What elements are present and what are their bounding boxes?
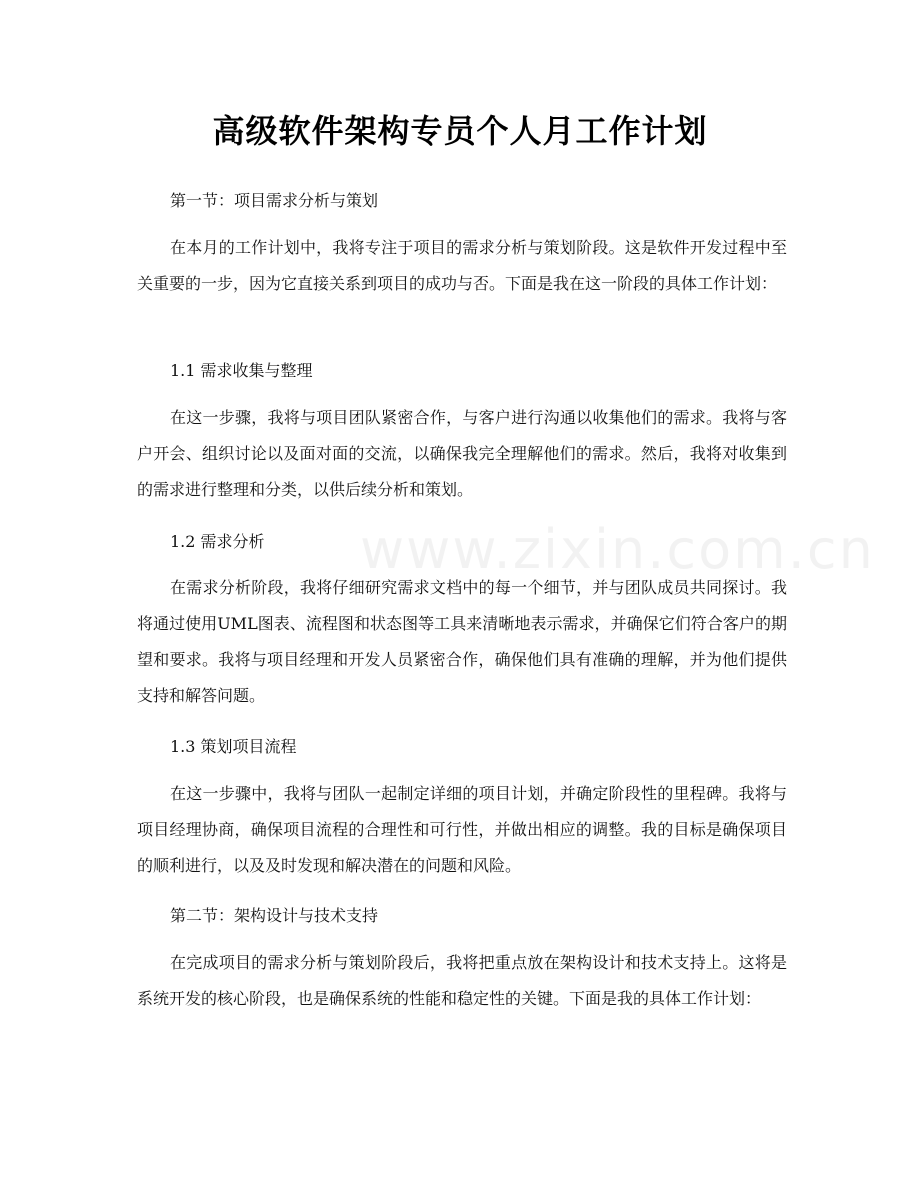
- subsection-1-3-body: 在这一步骤中，我将与团队一起制定详细的项目计划，并确定阶段性的里程碑。我将与项目经理协商，确保项目流程的合理性和可行性，并做出相应的调整。我的目标是确保项目的顺利进行，以及及时发现和解决潜在的问题和风险。: [137, 784, 787, 875]
- section-1-intro: 在本月的工作计划中，我将专注于项目的需求分析与策划阶段。这是软件开发过程中至关重要的一步，因为它直接关系到项目的成功与否。下面是我在这一阶段的具体工作计划：: [137, 238, 787, 293]
- section-1-heading: 第一节：项目需求分析与策划: [170, 191, 379, 210]
- section-2-heading: 第二节：架构设计与技术支持: [170, 906, 379, 925]
- subsection-1-3-heading: 1.3 策划项目流程: [170, 737, 297, 756]
- watermark: www.zixin.com.cn: [360, 518, 875, 581]
- subsection-1-1-heading: 1.1 需求收集与整理: [170, 361, 313, 380]
- subsection-1-1-body: 在这一步骤，我将与项目团队紧密合作，与客户进行沟通以收集他们的需求。我将与客户开会、组织讨论以及面对面的交流，以确保我完全理解他们的需求。然后，我将对收集到的需求进行整理和分类，以供后续分析和策划。: [137, 408, 787, 499]
- subsection-1-2-heading: 1.2 需求分析: [170, 532, 265, 551]
- section-2-intro: 在完成项目的需求分析与策划阶段后，我将把重点放在架构设计和技术支持上。这将是系统开发的核心阶段，也是确保系统的性能和稳定性的关键。下面是我的具体工作计划：: [137, 953, 787, 1008]
- subsection-1-2-body: 在需求分析阶段，我将仔细研究需求文档中的每一个细节，并与团队成员共同探讨。我将通过使用UML图表、流程图和状态图等工具来清晰地表示需求，并确保它们符合客户的期望和要求。我将与项目经理和开发人员紧密合作，确保他们具有准确的理解，并为他们提供支持和解答问题。: [137, 578, 787, 705]
- document-title: 高级软件架构专员个人月工作计划: [212, 112, 708, 150]
